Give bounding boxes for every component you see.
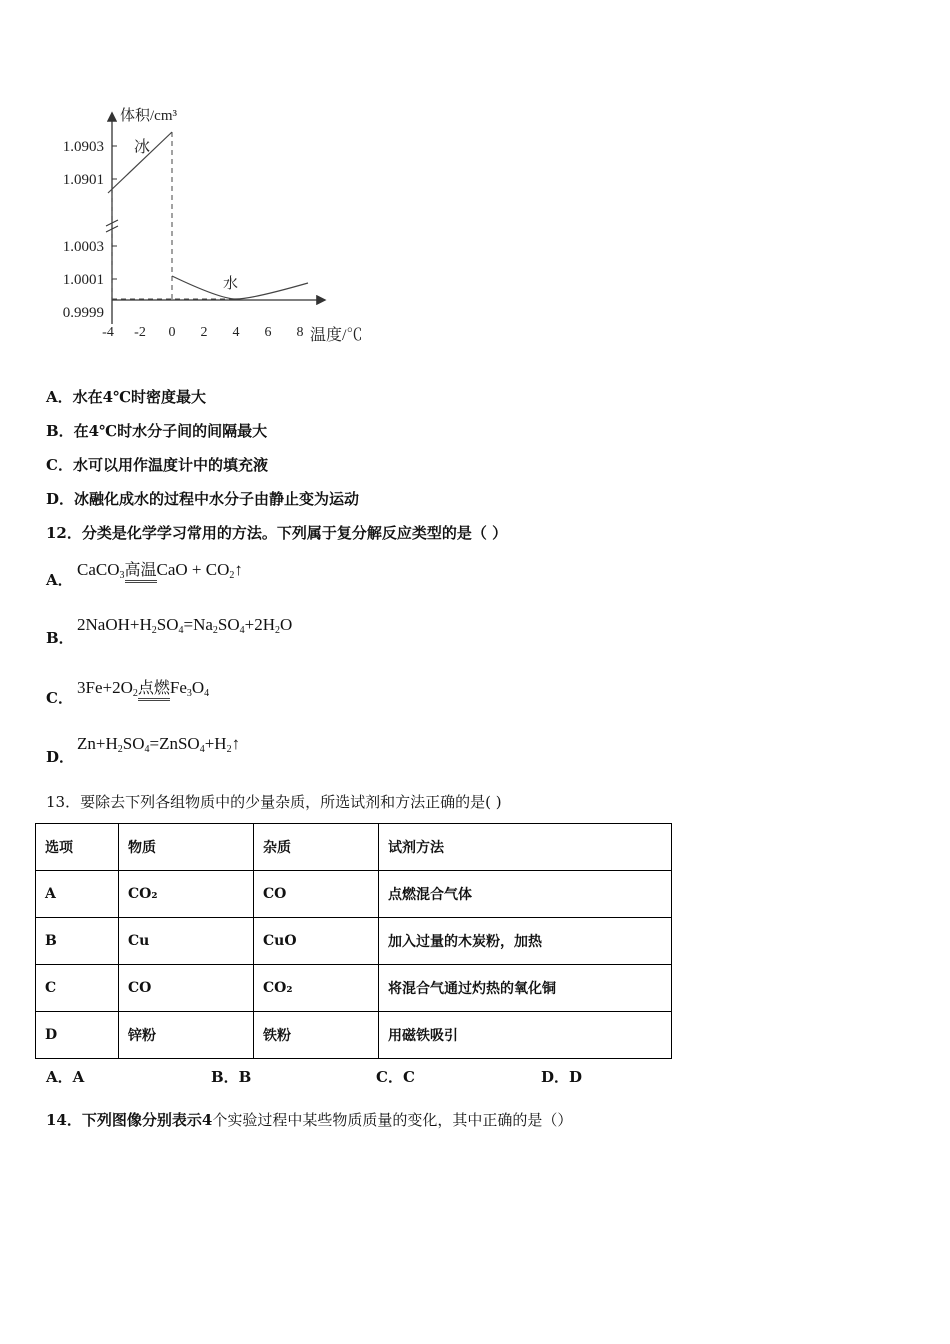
q12-stem: 12．分类是化学学习常用的方法。下列属于复分解反应类型的是（ ） bbox=[46, 524, 508, 542]
cell-option: C bbox=[36, 965, 119, 1012]
x-tick-label: -4 bbox=[102, 325, 114, 340]
q13-answer-b: B．B bbox=[211, 1068, 252, 1086]
q13-answer-c: C．C bbox=[376, 1068, 415, 1086]
q14-stem-bold: 14．下列图像分别表示4 bbox=[46, 1111, 213, 1129]
cell-method: 点燃混合气体 bbox=[379, 871, 672, 918]
q14-stem-rest: 个实验过程中某些物质质量的变化，其中正确的是（） bbox=[212, 1111, 573, 1129]
x-tick-label: 8 bbox=[296, 325, 304, 340]
cell-impurity: CO₂ bbox=[254, 965, 379, 1012]
y-tick-label: 1.0003 bbox=[62, 239, 104, 255]
cell-substance: CO bbox=[119, 965, 254, 1012]
y-tick-label: 1.0001 bbox=[62, 272, 104, 288]
volume-temperature-chart bbox=[40, 100, 400, 355]
cell-impurity: CuO bbox=[254, 918, 379, 965]
table-row bbox=[36, 871, 672, 918]
cell-option: B bbox=[36, 918, 119, 965]
cell-substance: CO₂ bbox=[119, 871, 254, 918]
y-axis-label: 体积/cm³ bbox=[120, 108, 177, 124]
table-row bbox=[36, 1012, 672, 1059]
y-tick-label: 0.9999 bbox=[62, 305, 104, 321]
cell-method: 将混合气通过灼热的氧化铜 bbox=[379, 965, 672, 1012]
cell-method: 加入过量的木炭粉，加热 bbox=[379, 918, 672, 965]
header-substance: 物质 bbox=[119, 824, 254, 871]
y-tick-label: 1.0901 bbox=[62, 172, 104, 188]
table-row bbox=[36, 965, 672, 1012]
q13-answer-d: D．D bbox=[541, 1068, 583, 1086]
water-label: 水 bbox=[223, 276, 239, 292]
q13-stem: 13．要除去下列各组物质中的少量杂质，所选试剂和方法正确的是( ) bbox=[46, 793, 502, 811]
cell-impurity: CO bbox=[254, 871, 379, 918]
y-tick-label: 1.0903 bbox=[62, 139, 104, 155]
q12-label-b: B． bbox=[46, 629, 74, 647]
x-tick-label: 4 bbox=[232, 325, 240, 340]
q11-option-d: D．冰融化成水的过程中水分子由静止变为运动 bbox=[46, 490, 360, 508]
q13-answer-a: A．A bbox=[46, 1068, 85, 1086]
q11-option-b: B．在4℃时水分子间的间隔最大 bbox=[46, 422, 268, 440]
table-row bbox=[36, 918, 672, 965]
condition-ignite: 点燃 bbox=[138, 675, 170, 698]
q12-equation-c: $3Fe+2O_2$点燃$Fe_3O_4$ bbox=[77, 675, 209, 699]
x-tick-label: -2 bbox=[134, 325, 146, 340]
header-method: 试剂方法 bbox=[379, 824, 672, 871]
q11-option-c: C．水可以用作温度计中的填充液 bbox=[46, 456, 268, 474]
cell-substance: Cu bbox=[119, 918, 254, 965]
x-tick-label: 2 bbox=[200, 325, 208, 340]
cell-option: A bbox=[36, 871, 119, 918]
q11-option-a: A．水在4℃时密度最大 bbox=[46, 388, 207, 406]
q12-label-c: C． bbox=[46, 689, 73, 707]
header-impurity: 杂质 bbox=[254, 824, 379, 871]
water-curve bbox=[172, 276, 308, 299]
header-option: 选项 bbox=[36, 824, 119, 871]
x-axis-label: 温度/℃ bbox=[310, 327, 363, 344]
q12-label-a: A． bbox=[46, 571, 73, 589]
cell-method: 用磁铁吸引 bbox=[379, 1012, 672, 1059]
x-tick-label: 0 bbox=[168, 325, 176, 340]
q12-label-d: D． bbox=[46, 748, 75, 766]
ice-label: 冰 bbox=[134, 139, 151, 156]
cell-substance: 锌粉 bbox=[119, 1012, 254, 1059]
q12-equation-d: $Zn+H_2SO_4=ZnSO_4+H_2↑$ bbox=[77, 734, 241, 755]
x-tick-label: 6 bbox=[264, 325, 272, 340]
q12-equation-a: CaCO$_3$高温CaO + $CO_2↑$ bbox=[77, 557, 243, 581]
q14-stem bbox=[46, 1109, 572, 1130]
q12-equation-b: $2NaOH+H_2SO_4=Na_2SO_4+2H_2O$ bbox=[77, 615, 293, 636]
cell-impurity: 铁粉 bbox=[254, 1012, 379, 1059]
q13-table bbox=[35, 823, 672, 1059]
condition-high-temp: 高温 bbox=[125, 557, 157, 580]
cell-option: D bbox=[36, 1012, 119, 1059]
table-header-row bbox=[36, 824, 672, 871]
